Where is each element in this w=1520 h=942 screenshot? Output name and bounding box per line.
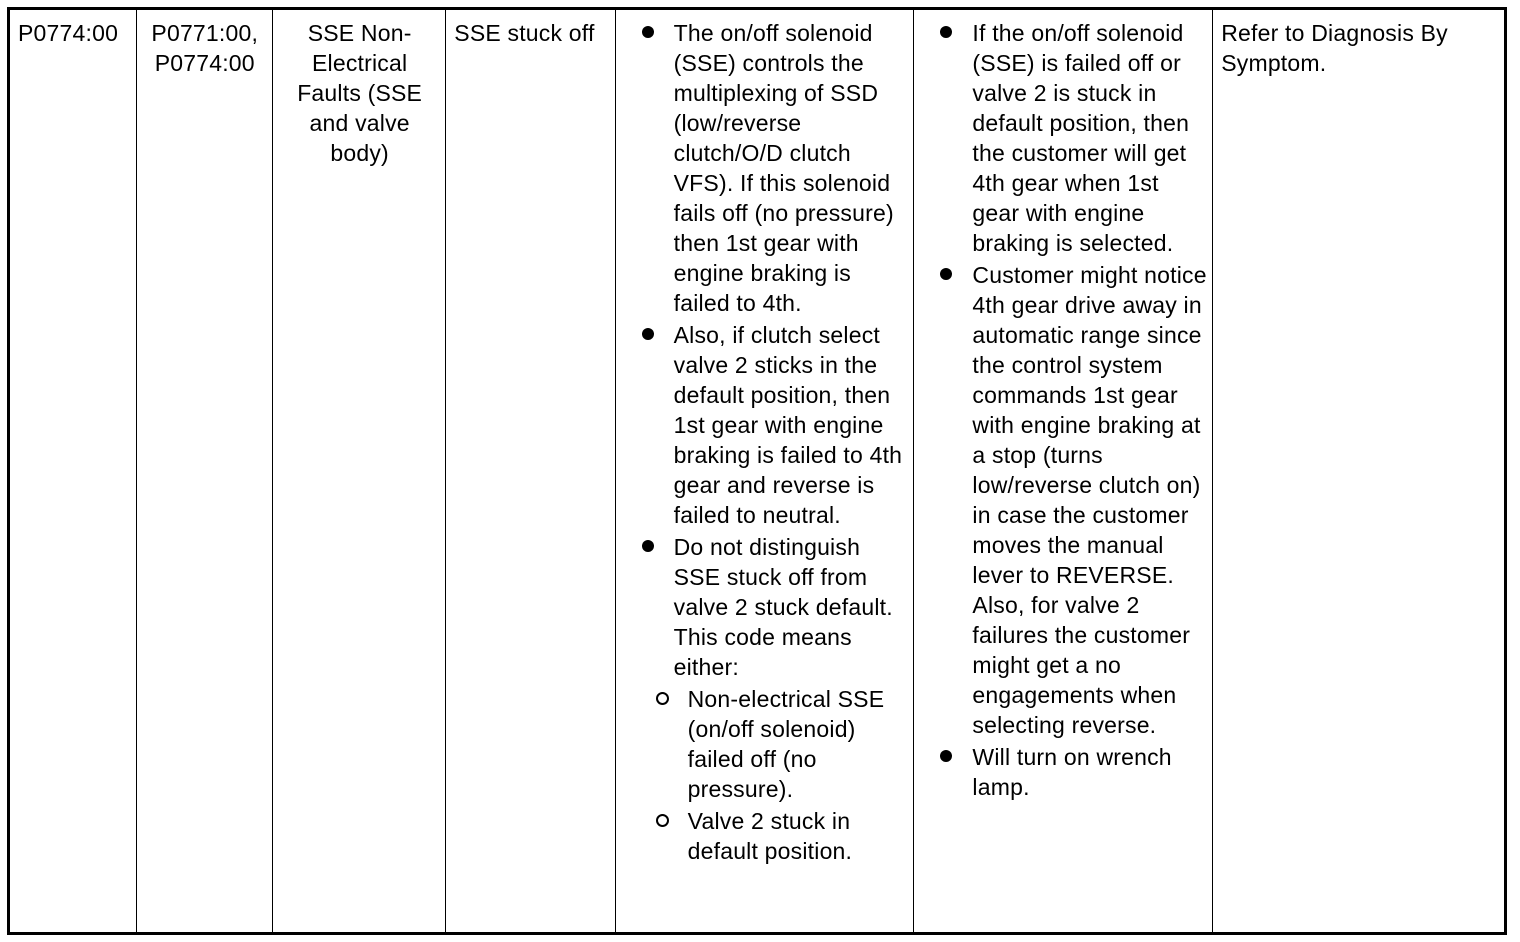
customer-symptoms-cell [914, 10, 1213, 932]
conditions-sublist [638, 684, 910, 866]
list-item [936, 260, 1208, 740]
bullet-icon [642, 328, 654, 340]
bullet-icon [940, 26, 952, 38]
list-item-text: Customer might notice 4th gear drive away in automatic range since the control system commands 1st gear with engine braking at a stop (turns low/reverse clutch on) in case the customer moves the manual lever to REVERSE. Also, for valve 2 failures the customer might get a no engagements when selecting reverse. [972, 262, 1207, 738]
fault-description-cell [273, 10, 446, 932]
action-cell [1213, 10, 1504, 932]
bullet-icon [642, 26, 654, 38]
list-item [936, 742, 1208, 802]
circle-bullet-icon [656, 692, 669, 705]
bullet-icon [940, 268, 952, 280]
list-item-text: Also, if clutch select valve 2 sticks in the default position, then 1st gear with engine braking is failed to 4th gear and reverse is failed to neutral. [673, 322, 903, 528]
list-item [638, 18, 910, 318]
fault-description: SSE Non-Electrical Faults (SSE and valve body) [297, 20, 423, 166]
bullet-icon [642, 540, 654, 552]
conditions-cell [616, 10, 915, 932]
action-text: Refer to Diagnosis By Symptom. [1221, 20, 1448, 76]
circle-bullet-icon [656, 814, 669, 827]
dtc-table-row [7, 7, 1507, 935]
list-item-text: If the on/off solenoid (SSE) is failed off or valve 2 is stuck in default position, then the customer will get 4th gear when 1st gear with engine braking is selected. [972, 20, 1190, 256]
list-item [638, 320, 910, 530]
symptom-text: SSE stuck off [454, 20, 595, 46]
sub-list-item-text: Non-electrical SSE (on/off solenoid) failed off (no pressure). [687, 686, 885, 802]
bullet-icon [940, 750, 952, 762]
conditions-list [638, 18, 910, 682]
related-dtcs-cell [137, 10, 273, 932]
list-item-text: Will turn on wrench lamp. [972, 744, 1172, 800]
list-item [936, 18, 1208, 258]
related-dtcs: P0771:00, P0774:00 [151, 20, 259, 76]
dtc-code: P0774:00 [18, 20, 119, 46]
sub-list-item-text: Valve 2 stuck in default position. [687, 808, 853, 864]
list-item-text: Do not distinguish SSE stuck off from valve 2 stuck default. This code means either: [673, 534, 893, 680]
symptom-cell [446, 10, 615, 932]
dtc-code-cell [10, 10, 137, 932]
list-item [638, 532, 910, 682]
sub-list-item [638, 806, 910, 866]
list-item-text: The on/off solenoid (SSE) controls the multiplexing of SSD (low/reverse clutch/O/D clutch VFS). If this solenoid fails off (no pressure) then 1st gear with engine braking is failed to 4th. [673, 20, 894, 316]
symptoms-list [936, 18, 1208, 802]
sub-list-item [638, 684, 910, 804]
